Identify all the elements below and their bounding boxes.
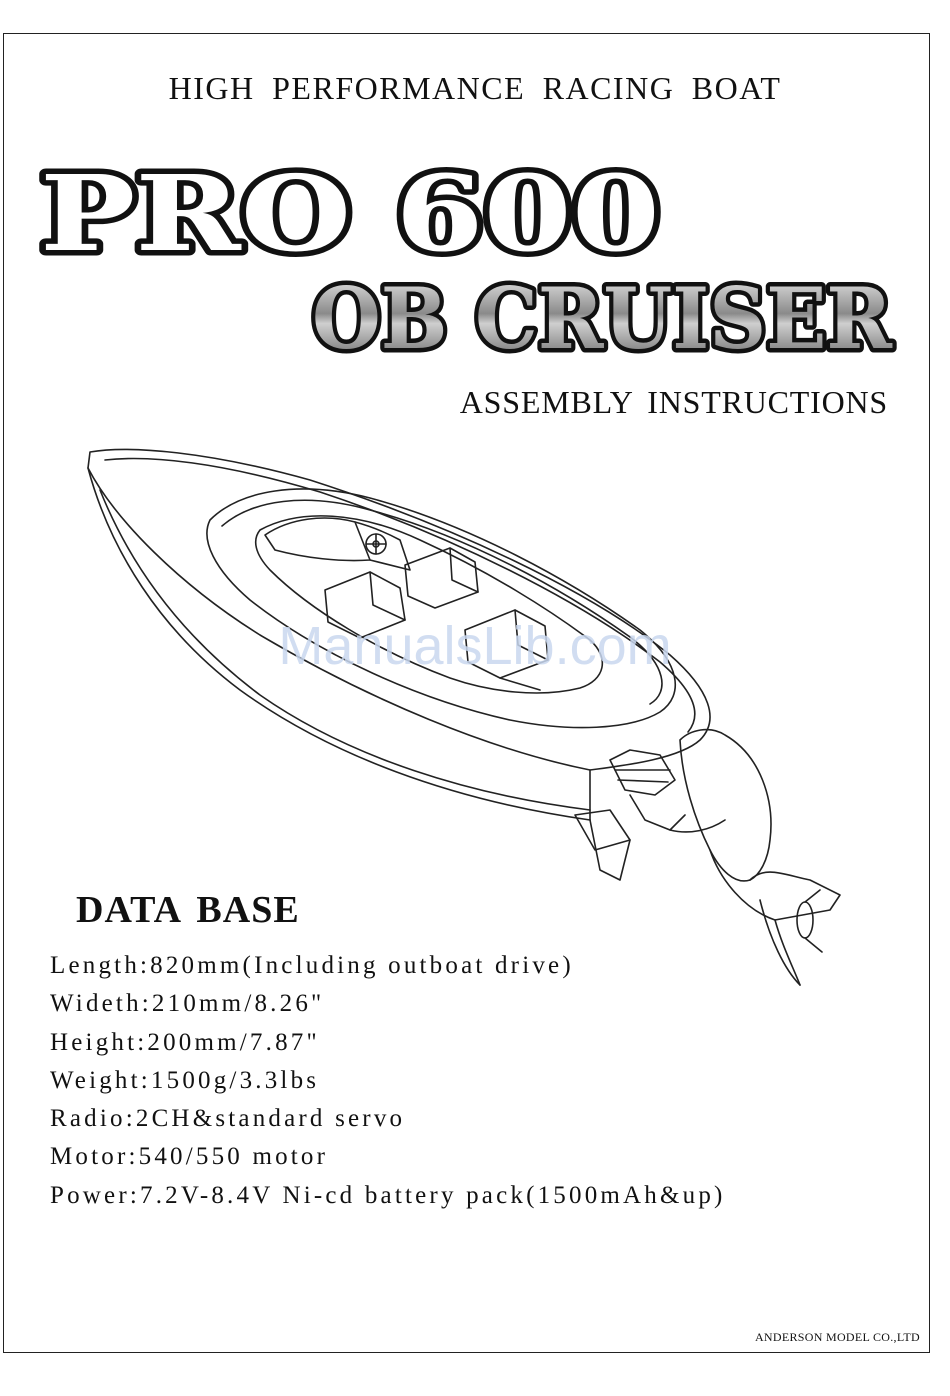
- data-base-heading: DATA BASE: [76, 889, 300, 931]
- watermark: ManualsLib.com: [278, 616, 672, 676]
- tagline: HIGH PERFORMANCE RACING BOAT: [168, 70, 782, 106]
- spec-list: [50, 950, 726, 1218]
- logo-line-1: PRO 600: [40, 152, 660, 275]
- spec-height: Height:200mm/7.87": [50, 1028, 320, 1056]
- spec-power: Power:7.2V-8.4V Ni-cd battery pack(1500mAh&up): [50, 1181, 726, 1209]
- spec-motor: Motor:540/550 motor: [50, 1143, 329, 1171]
- document-subtitle: ASSEMBLY INSTRUCTIONS: [459, 384, 888, 420]
- spec-width: Wideth:210mm/8.26": [50, 990, 325, 1018]
- spec-length: Length:820mm(Including outboat drive): [50, 952, 574, 979]
- spec-weight: Weight:1500g/3.3lbs: [50, 1066, 320, 1094]
- logo-line-2: OB CRUISER: [312, 269, 894, 368]
- company-name: ANDERSON MODEL CO.,LTD: [754, 1330, 920, 1344]
- product-logo: [0, 150, 950, 380]
- spec-radio: Radio:2CH&standard servo: [50, 1105, 406, 1133]
